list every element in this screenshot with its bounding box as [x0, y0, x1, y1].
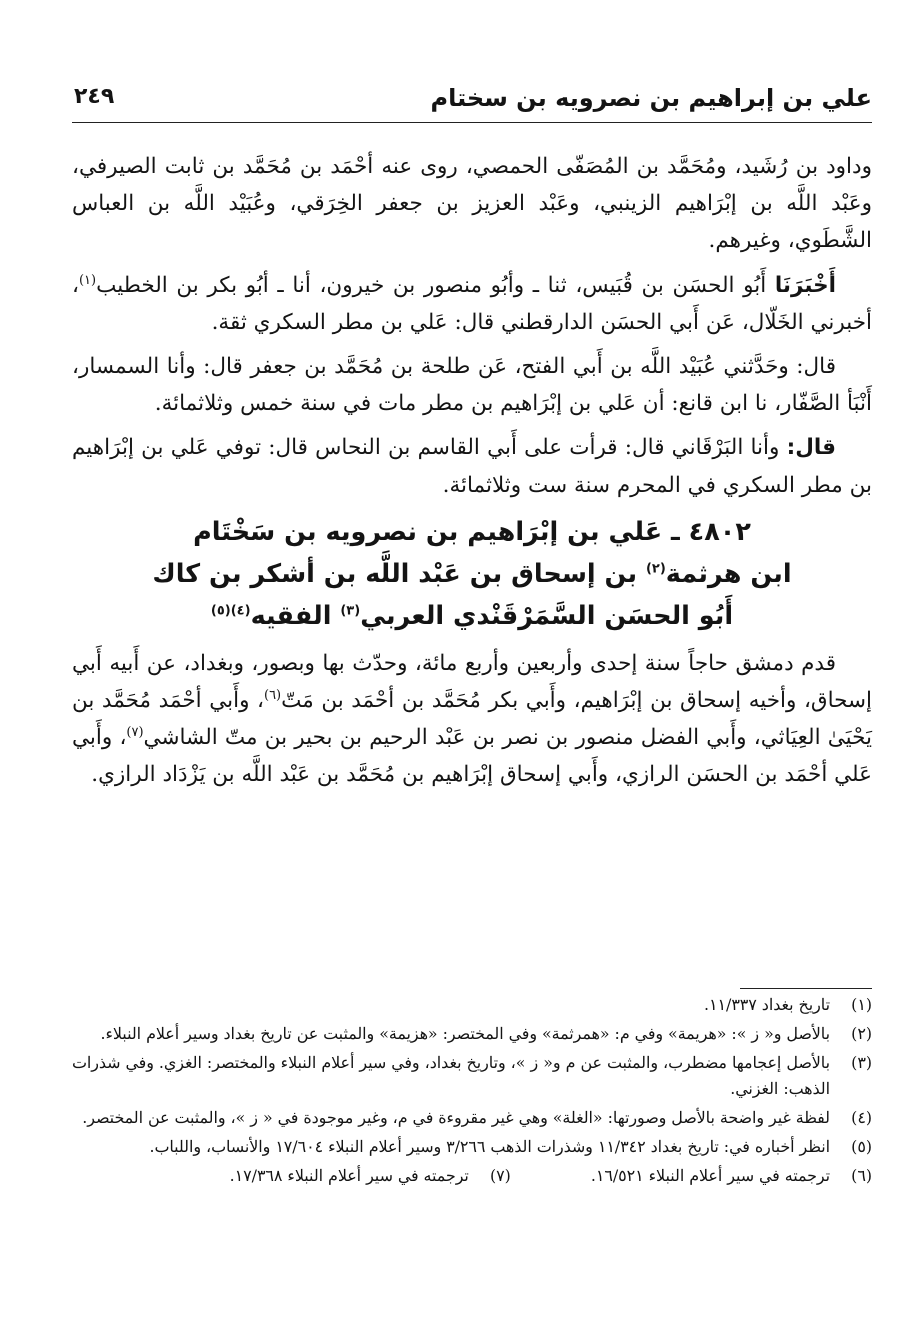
- footnote-3: [72, 1050, 872, 1102]
- footnote-number: (٧): [489, 1166, 511, 1185]
- page-number: ٢٤٩: [74, 84, 115, 109]
- entry-heading: [72, 511, 872, 637]
- footnote-text: ترجمته في سير أعلام النبلاء ١٦/٥٢١.: [590, 1166, 830, 1185]
- entry-heading-line-3-a: أَبُو الحسَن السَّمَرْقَنْدي العربي: [360, 600, 734, 631]
- paragraph-3: قال: وحَدَّثني عُبَيْد اللَّه بن أَبي الفتح، عَن طلحة بن مُحَمَّد بن جعفر قال: وأنا السمسار، أَنْبَأ الصَّفّار، نا ابن قانع: أن عَلي بن إبْرَاهيم بن مطر مات في سنة خمس وثلاثمائة.: [72, 354, 872, 417]
- paragraph-5-text-a: قدم دمشق حاجاً سنة إحدى وأربعين وأربع مائة، وحدّث بها وبصور، وبغداد، عن أَبيه أَبي إسحاق، وأخيه إسحاق بن إبْرَاهيم، وأَبي بكر مُحَمَّد بن أحْمَد بن مَتّ: [72, 650, 872, 714]
- footnote-pair: [72, 1163, 872, 1192]
- footnote-ref-6[interactable]: (٦): [263, 687, 282, 703]
- main-text: [72, 148, 872, 801]
- entry-heading-line-2-a: ابن هرثمة: [665, 558, 792, 589]
- isnad-lead-word: أَخْبَرَنَا: [774, 272, 836, 298]
- footnote-ref-2[interactable]: (٢): [645, 561, 666, 577]
- footnote-text: تاريخ بغداد ١١/٣٣٧.: [704, 995, 830, 1014]
- running-title: علي بن إبراهيم بن نصرويه بن سختام: [430, 84, 872, 112]
- page-header: [72, 82, 872, 123]
- footnote-ref-7[interactable]: (٧): [126, 725, 144, 741]
- paragraph-4: [72, 429, 872, 503]
- footnotes: [72, 992, 872, 1192]
- footnote-text: ترجمته في سير أعلام النبلاء ١٧/٣٦٨.: [229, 1166, 469, 1185]
- footnote-text: بالأصل إعجامها مضطرب، والمثبت عن م و« ز »، وتاريخ بغداد، وفي سير أعلام النبلاء والمختصر: الغزي. وفي شذرات الذهب: الغزني.: [72, 1053, 830, 1098]
- paragraph-1: وداود بن رُشَيد، ومُحَمَّد بن المُصَفّى الحمصي، روى عنه أحْمَد بن مُحَمَّد بن ثابت الصيرفي، وعَبْد اللَّه بن إبْرَاهيم الزينبي، وعَبْد العزيز بن جعفر الخِرَقي، وعُبَيْد اللَّه بن العباس الشَّطَوي، وغيرهم.: [72, 154, 872, 254]
- paragraph-4-text: وأنا البَرْقَاني قال: قرأت على أَبي القاسم بن النحاس قال: توفي عَلي بن إبْرَاهيم بن مطر السكري في المحرم سنة ست وثلاثمائة.: [72, 435, 872, 498]
- footnote-5: [72, 1134, 872, 1160]
- entry-heading-line-2: [72, 553, 872, 595]
- footnote-text: لفظة غير واضحة بالأصل وصورتها: «الغلة» وهي غير مقروءة في م، وغير موجودة في « ز »، والمثبت عن المختصر.: [82, 1108, 830, 1127]
- footnote-ref-1[interactable]: (١): [78, 272, 97, 288]
- paragraph-5: [72, 645, 872, 794]
- paragraph-2-text-a: أَبُو الحسَن بن قُبَيس، ثنا ـ وأبُو منصور بن خيرون، أنا ـ أبُو بكر بن الخطيب: [96, 272, 775, 298]
- footnote-number: (٥): [851, 1137, 872, 1156]
- entry-heading-line-3: [72, 595, 872, 637]
- footnote-ref-3[interactable]: (٣): [340, 603, 361, 619]
- entry-heading-line-1: ٤٨٠٢ ـ عَلي بن إبْرَاهيم بن نصرويه بن سَخْتَام: [193, 516, 751, 547]
- footnote-separator: [740, 988, 872, 989]
- footnote-6: [591, 1163, 872, 1189]
- footnote-4: [72, 1105, 872, 1131]
- footnote-text: بالأصل و« ز »: «هريمة» وفي م: «همرثمة» وفي المختصر: «هزيمة» والمثبت عن تاريخ بغداد وسير أعلام النبلاء.: [100, 1024, 830, 1043]
- footnote-number: (١): [851, 995, 872, 1014]
- footnote-number: (٦): [851, 1166, 872, 1185]
- paragraph-2: [72, 267, 872, 341]
- footnote-number: (٣): [851, 1053, 872, 1072]
- paragraph-5-text-c: ، وأَبي عَلي أحْمَد بن الحسَن الرازي، وأَبي إسحاق إبْرَاهيم بن مُحَمَّد بن عَبْد اللَّه بن يَزْدَاد الرازي.: [72, 725, 872, 788]
- footnote-number: (٤): [851, 1108, 872, 1127]
- footnote-number: (٢): [851, 1024, 872, 1043]
- paragraph-4-lead: قال:: [786, 435, 836, 461]
- footnote-2: [72, 1021, 872, 1047]
- entry-heading-line-2-b: بن إسحاق بن عَبْد اللَّه بن أشكر بن كاك: [152, 558, 646, 589]
- footnote-1: [72, 992, 872, 1018]
- paragraph-2-text-b: ، أخبرني الخَلّال، عَن أَبي الحسَن الدارقطني قال: عَلي بن مطر السكري ثقة.: [72, 272, 872, 335]
- entry-heading-line-3-b: الفقيه: [250, 600, 341, 631]
- paragraph-5-text-b: ، وأَبي أحْمَد مُحَمَّد بن يَحْيَىٰ العِيَاثي، وأَبي الفضل منصور بن نصر بن عَبْد الرحيم بن بحير بن متّ الشاشي: [72, 688, 873, 751]
- footnote-7: [230, 1163, 511, 1189]
- footnote-ref-4-5[interactable]: (٤)(٥): [210, 603, 251, 619]
- footnote-text: انظر أخباره في: تاريخ بغداد ١١/٣٤٢ وشذرات الذهب ٣/٢٦٦ وسير أعلام النبلاء ١٧/٦٠٤ والأنساب، واللباب.: [149, 1137, 830, 1156]
